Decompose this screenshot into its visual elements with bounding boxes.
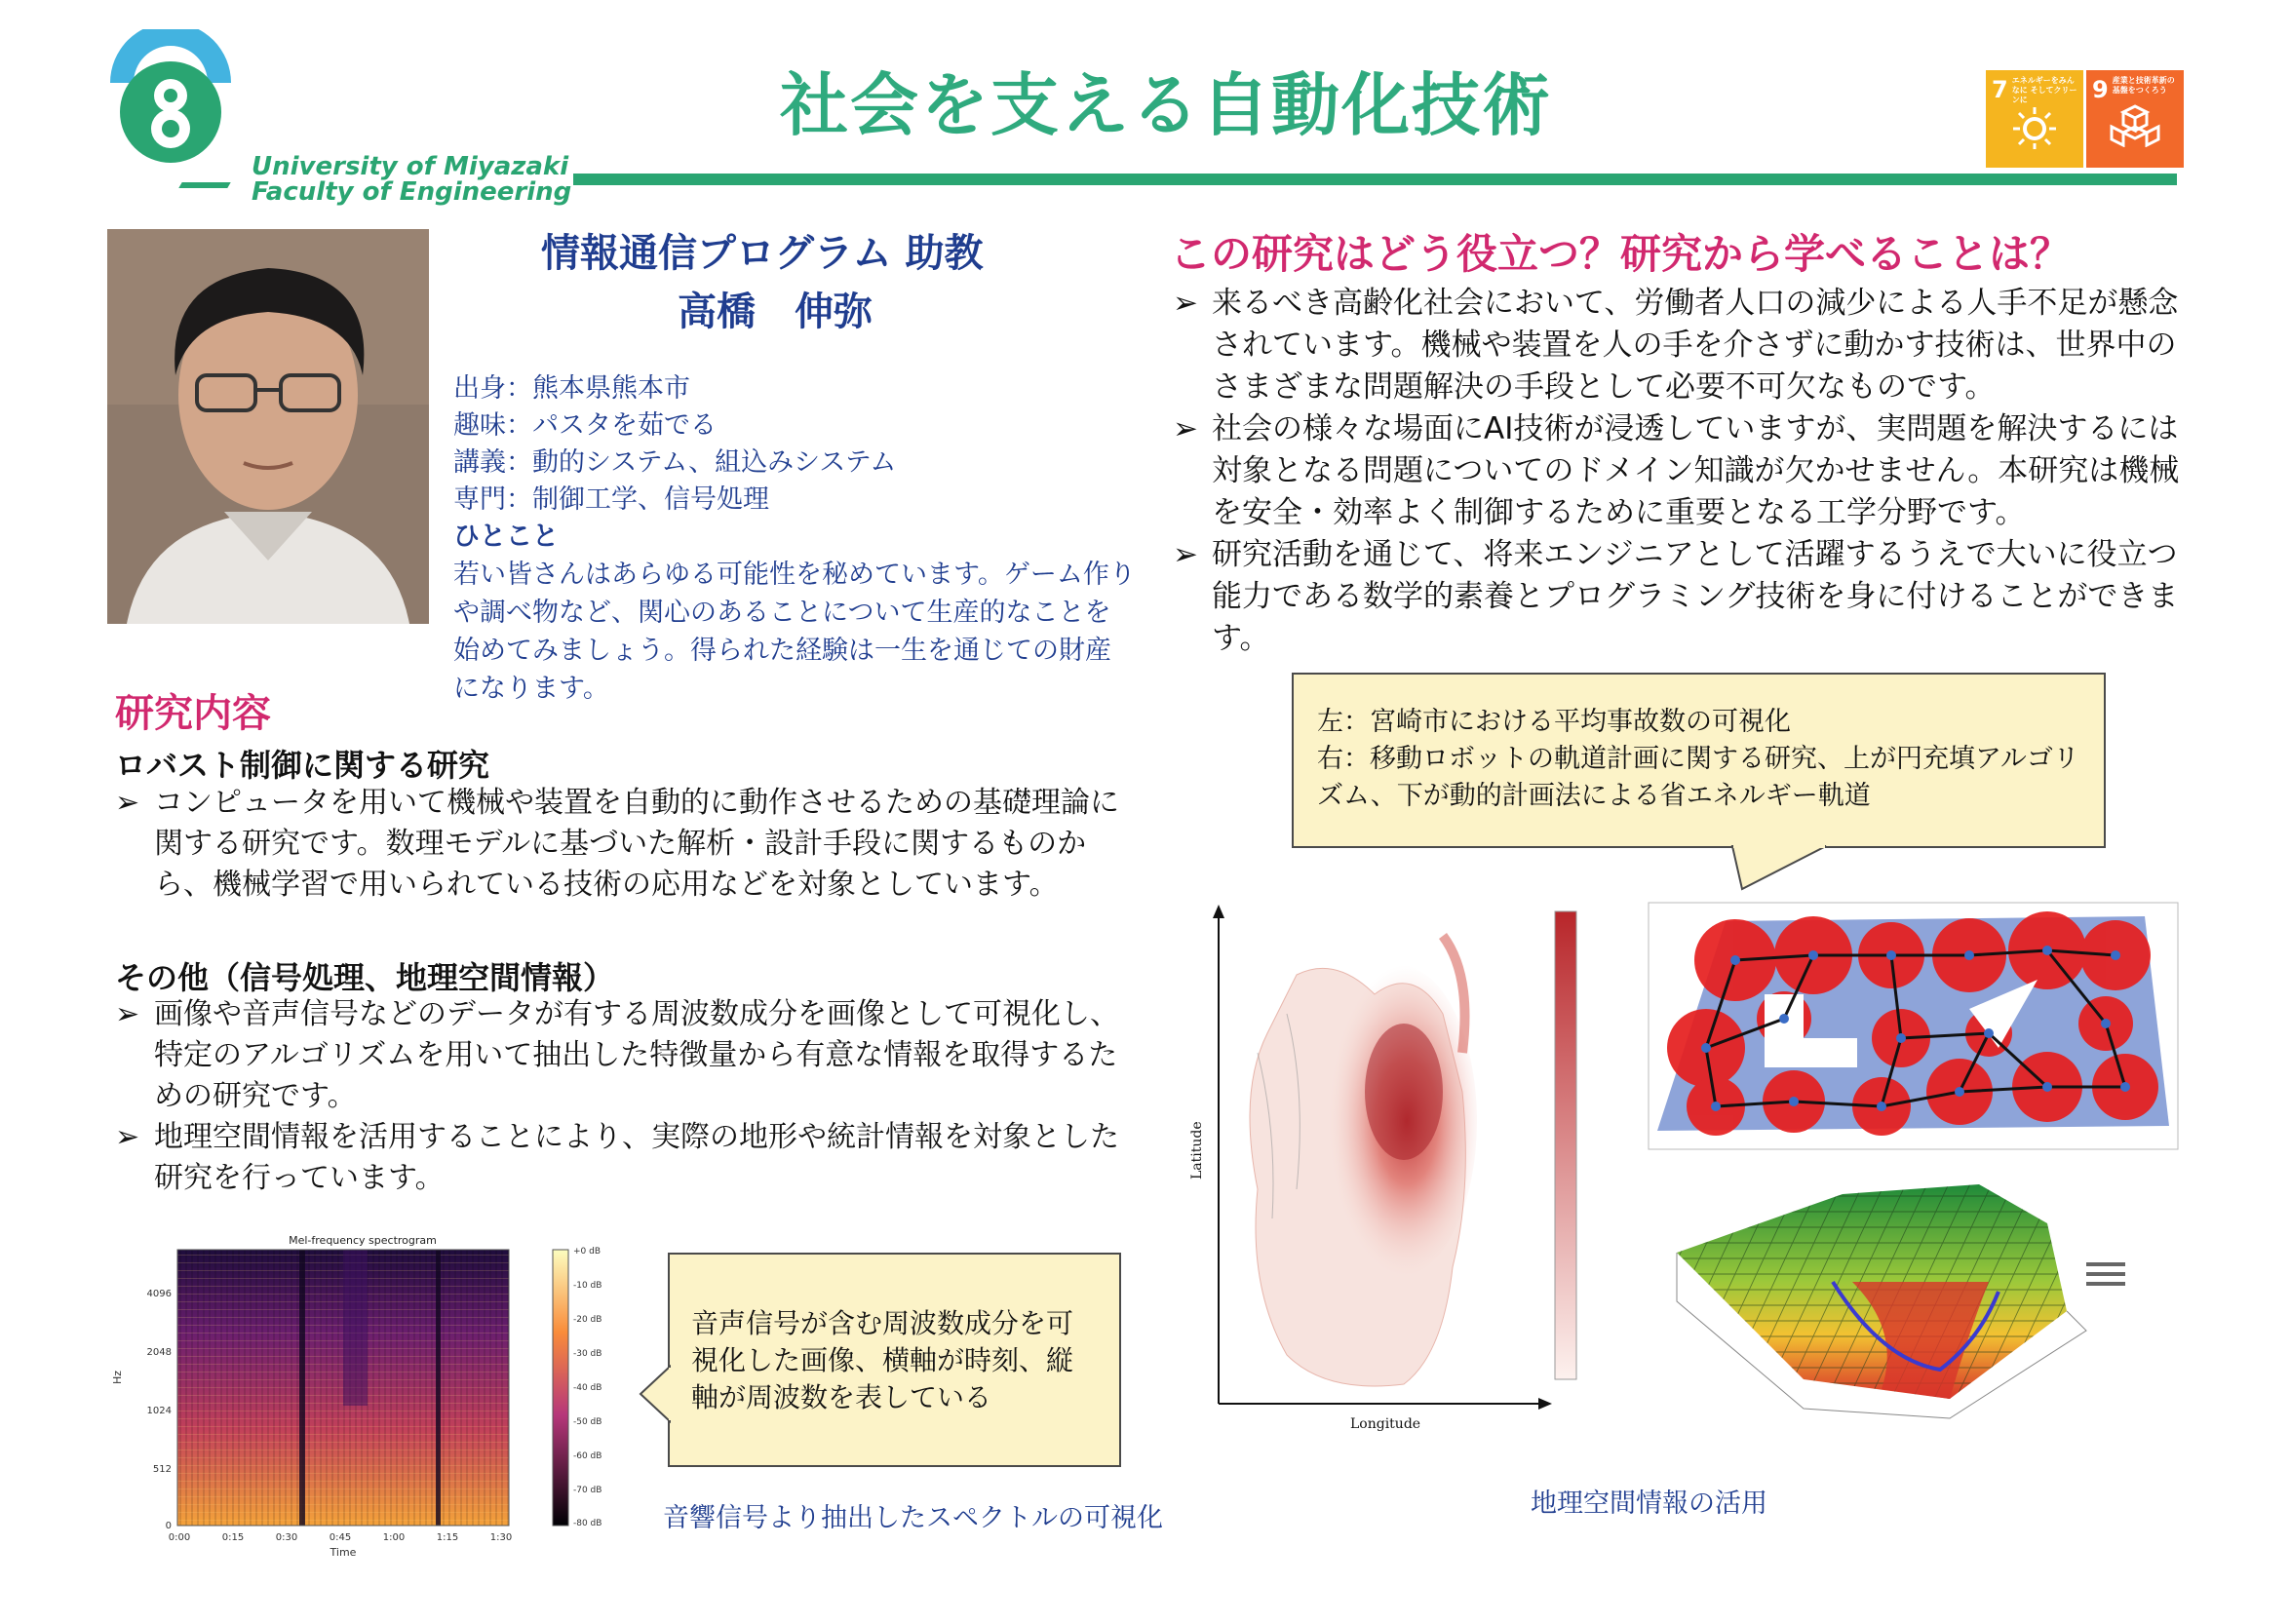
x-tick-label: 0:15 bbox=[221, 1532, 245, 1543]
lecture-label: 講義： bbox=[453, 447, 532, 478]
lecture-value: 動的システム、組込みシステム bbox=[532, 447, 897, 478]
y-tick-label: 512 bbox=[152, 1464, 172, 1475]
spectrogram-caption: 音響信号より抽出したスペクトルの可視化 bbox=[663, 1503, 1163, 1533]
sdg-number: 9 bbox=[2092, 76, 2109, 103]
bullet-arrow-icon: ➢ bbox=[1173, 411, 1198, 446]
university-logo bbox=[102, 29, 239, 166]
callout-pointer bbox=[639, 1365, 672, 1423]
university-name-line2: Faculty of Engineering bbox=[252, 177, 572, 207]
header-divider bbox=[573, 174, 2177, 185]
colorbar-tick: -20 dB bbox=[573, 1315, 602, 1325]
research-robust-list bbox=[115, 783, 1119, 906]
circle-packing-figure bbox=[1648, 902, 2179, 1150]
bullet-arrow-icon: ➢ bbox=[115, 997, 140, 1031]
usefulness-list bbox=[1173, 283, 2187, 660]
spectrogram-title: Mel-frequency spectrogram bbox=[289, 1234, 437, 1247]
x-tick-label: 0:45 bbox=[329, 1532, 352, 1543]
sdg-7-badge bbox=[1986, 70, 2083, 168]
x-tick-label: 1:00 bbox=[382, 1532, 406, 1543]
x-tick-label: 1:30 bbox=[489, 1532, 513, 1543]
y-tick-label: 0 bbox=[165, 1521, 172, 1531]
university-name bbox=[252, 154, 571, 205]
hobby-value: パスタを茹でる bbox=[532, 410, 717, 441]
sdg-9-badge bbox=[2086, 70, 2184, 168]
colorbar-tick: -70 dB bbox=[573, 1486, 602, 1495]
spectrogram-figure bbox=[109, 1228, 636, 1565]
bullet-arrow-icon: ➢ bbox=[1173, 537, 1198, 572]
bullet-text: 地理空間情報を活用することにより、実際の地形や統計情報を対象とした研究を行っています。 bbox=[154, 1120, 1119, 1195]
research-subheading-robust: ロバスト制御に関する研究 bbox=[115, 747, 490, 784]
bullet-arrow-icon: ➢ bbox=[115, 786, 140, 820]
colorbar-tick: -60 dB bbox=[573, 1451, 602, 1461]
bullet-text: 来るべき高齢化社会において、労働者人口の減少による人手不足が懸念されています。機械や装置を人の手を介さずに動かす技術は、世界中のさまざまな問題解決の手段として必要不可欠なものです。 bbox=[1212, 286, 2179, 405]
sdg-label: エネルギーをみんなに そしてクリーンに bbox=[2011, 76, 2077, 104]
x-axis-label: Time bbox=[330, 1546, 357, 1559]
callout-line1: 左：宮崎市における平均事故数の可視化 bbox=[1317, 707, 1791, 737]
x-tick-label: 1:15 bbox=[436, 1532, 459, 1543]
colorbar-tick: -80 dB bbox=[573, 1519, 602, 1528]
list-item bbox=[115, 994, 1119, 1117]
usefulness-heading: この研究はどう役立つ？研究から学べることは？ bbox=[1170, 230, 2072, 278]
colorbar-tick: -10 dB bbox=[573, 1281, 602, 1291]
researcher-position: 情報通信プログラム 助教 bbox=[541, 231, 984, 276]
callout-pointer bbox=[1730, 844, 1828, 893]
page-title: 社会を支える自動化技術 bbox=[780, 65, 1552, 145]
sdg-number: 7 bbox=[1992, 76, 2008, 103]
spectrogram-callout bbox=[668, 1253, 1121, 1467]
birthplace-label: 出身： bbox=[453, 373, 532, 404]
y-tick-label: 2048 bbox=[146, 1347, 172, 1358]
geo-callout bbox=[1292, 673, 2106, 848]
bullet-text: 画像や音声信号などのデータが有する周波数成分を画像として可視化し、特定のアルゴリズムを用いて抽出した特徴量から有意な情報を取得するための研究です。 bbox=[154, 997, 1119, 1113]
hitokoto-label: ひとこと bbox=[453, 522, 559, 552]
y-axis-label: Hz bbox=[111, 1370, 124, 1384]
bullet-text: 社会の様々な場面にAI技術が浸透していますが、実問題を解決するには対象となる問題についてのドメイン知識が欠かせません。本研究は機械を安全・効率よく制御するために重要となる工学分野です。 bbox=[1212, 411, 2180, 530]
bullet-text: コンピュータを用いて機械や装置を自動的に動作させるための基礎理論に関する研究です。数理モデルに基づいた解析・設計手段に関するものから、機械学習で用いられている技術の応用などを対象としています。 bbox=[154, 786, 1119, 902]
colorbar-tick: -50 dB bbox=[573, 1417, 602, 1427]
hobby-label: 趣味： bbox=[453, 410, 532, 441]
sun-icon bbox=[2005, 105, 2064, 149]
research-subheading-other: その他（信号処理、地理空間情報） bbox=[115, 959, 615, 996]
x-axis-label: Longitude bbox=[1350, 1416, 1421, 1432]
research-other-list bbox=[115, 994, 1119, 1199]
researcher-photo bbox=[107, 229, 429, 624]
bullet-text: 研究活動を通じて、将来エンジニアとして活躍するうえで大いに役立つ能力である数学的素養とプログラミング技術を身に付けることができます。 bbox=[1212, 537, 2179, 656]
profile-details bbox=[453, 370, 896, 556]
divider-accent bbox=[178, 182, 230, 188]
accident-heatmap bbox=[1180, 897, 1589, 1433]
energy-trajectory-surface bbox=[1657, 1165, 2184, 1428]
specialty-label: 専門： bbox=[453, 484, 532, 515]
bullet-arrow-icon: ➢ bbox=[115, 1120, 140, 1154]
y-tick-label: 4096 bbox=[146, 1289, 172, 1299]
university-name-line1: University of Miyazaki bbox=[252, 152, 569, 181]
y-tick-label: 1024 bbox=[146, 1406, 172, 1416]
list-item bbox=[115, 1117, 1119, 1199]
y-axis-label: Latitude bbox=[1189, 1121, 1205, 1179]
birthplace-value: 熊本県熊本市 bbox=[532, 373, 690, 404]
list-item bbox=[1173, 283, 2187, 408]
colorbar-tick: -40 dB bbox=[573, 1383, 602, 1393]
bullet-arrow-icon: ➢ bbox=[1173, 286, 1198, 321]
list-item bbox=[115, 783, 1119, 906]
geo-caption: 地理空間情報の活用 bbox=[1531, 1489, 1767, 1519]
researcher-name: 高橋 伸弥 bbox=[678, 290, 873, 334]
callout-line2: 右：移動ロボットの軌道計画に関する研究、上が円充填アルゴリズム、下が動的計画法による省エネルギー軌道 bbox=[1317, 744, 2079, 811]
colorbar-tick: -30 dB bbox=[573, 1349, 602, 1359]
cubes-icon bbox=[2106, 103, 2164, 147]
list-item bbox=[1173, 534, 2187, 660]
x-tick-label: 0:30 bbox=[275, 1532, 298, 1543]
sdg-label: 産業と技術革新の 基盤をつくろう bbox=[2112, 76, 2175, 95]
specialty-value: 制御工学、信号処理 bbox=[532, 484, 769, 515]
hitokoto-text: 若い皆さんはあらゆる可能性を秘めています。ゲーム作りや調べ物など、関心のあることについて生産的なことを始めてみましょう。得られた経験は一生を通じての財産になります。 bbox=[453, 560, 1136, 704]
colorbar-tick: +0 dB bbox=[573, 1247, 602, 1257]
callout-text: 音声信号が含む周波数成分を可視化した画像、横軸が時刻、縦軸が周波数を表している bbox=[691, 1307, 1074, 1413]
x-tick-label: 0:00 bbox=[168, 1532, 191, 1543]
research-heading: 研究内容 bbox=[115, 691, 271, 736]
list-item bbox=[1173, 408, 2187, 534]
